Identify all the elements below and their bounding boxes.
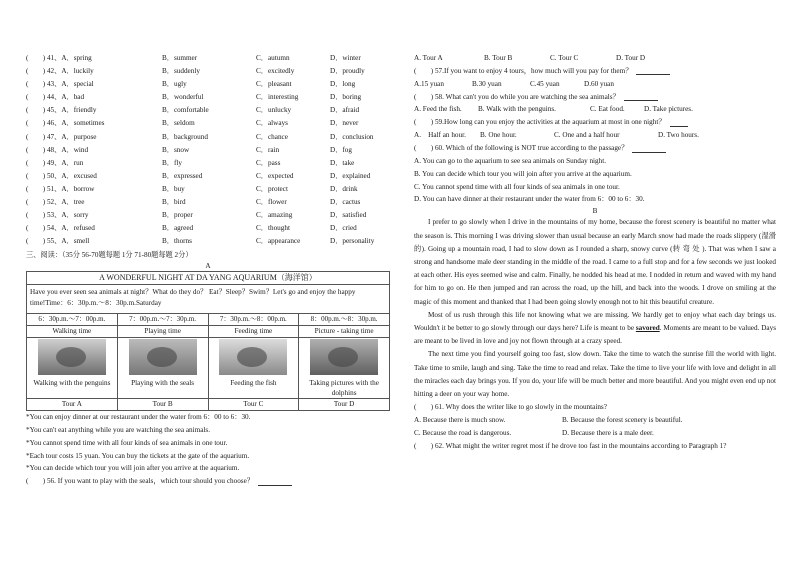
answer-blank[interactable] (636, 67, 670, 75)
cloze-option: B．agreed (162, 224, 194, 233)
option: C. Because the road is dangerous. (414, 428, 512, 437)
cloze-question (26, 235, 390, 248)
passage-b-paragraph-1: I prefer to go slowly when I drive in the mountains of my home, because the forest scenery is beautiful no matter what the season is. This morning I was driving slower than usual because an early March snow had made the roads slippery (湿滑的). Going up a mountain road, I had to slow down as I rounded a sharp, snowy curve (转 弯 处 ). That was when I saw a strong and handsome male deer standing in the middle of the road. I came to a full stop and for a few seconds we just looked at each other. His eyes seemed wise and calm. Finally, he nodded his head at me. I nodded in return and waved with my hand for him to go on. He then jumped and ran across the road, up the hill, and back into the woods. I drove on smiling at the magic of this moment and thanked that I had been going slowly enough not to hit this beautiful creature. (414, 218, 776, 306)
q58-options (414, 104, 776, 117)
note-line: *You can enjoy dinner at our restaurant under the water from 6：00 to 6：30. (26, 413, 251, 422)
cloze-option: B．proper (162, 211, 193, 220)
option: D. Tour D (616, 53, 646, 62)
question-59-text: ( ) 59.How long can you enjoy the activities at the aquarium at most in one night？ (414, 118, 666, 127)
option: C.45 yuan (530, 79, 560, 88)
cloze-option: B．bird (162, 197, 186, 206)
cloze-option: B．buy (162, 184, 185, 193)
option: A. Half an hour. (414, 131, 466, 140)
cloze-option: D．boring (330, 93, 362, 102)
answer-blank[interactable] (670, 119, 688, 127)
passage-b-letter: B (592, 207, 598, 216)
tour-picture-cell (208, 338, 299, 399)
question-56-text: ( ) 56. If you want to play with the seals，which tour should you choose？ (26, 477, 254, 486)
note-line: *You cannot spend time with all four kinds of sea animals in one tour. (26, 438, 228, 447)
question-number-option-a: ( ) 45、A．friendly (26, 106, 97, 115)
cloze-question (26, 117, 390, 130)
cloze-question (26, 196, 390, 209)
cloze-option: D．satisfied (330, 211, 367, 220)
cloze-option: B．suddenly (162, 67, 200, 76)
penguins-photo (38, 339, 106, 375)
cloze-option: B．seldom (162, 119, 195, 128)
time-slot: 7：30p.m.～8：00p.m. (208, 314, 299, 326)
option: B.30 yuan (472, 79, 502, 88)
cloze-question-list (26, 52, 390, 248)
cloze-option: B．comfortable (162, 106, 209, 115)
note-line: *Each tour costs 15 yuan. You can buy the tickets at the gate of the aquarium. (26, 451, 250, 460)
seals-photo (129, 339, 197, 375)
option: B. You can decide which tour you will join after you arrive at the aquarium. (414, 169, 632, 178)
option: B. One hour. (480, 131, 517, 140)
passage-a-letter: A (205, 262, 211, 271)
question-number-option-a: ( ) 43、A．special (26, 80, 94, 89)
paragraph-text: . Moments are meant to be valued. Days are meant to be lived in love and joy not flown through at a crazy speed. (414, 324, 776, 346)
cloze-question (26, 131, 390, 144)
answer-blank[interactable] (624, 93, 658, 101)
question-number-option-a: ( ) 48、A．wind (26, 145, 89, 154)
cloze-option: B．expressed (162, 171, 203, 180)
option: B. Walk with the penguins. (478, 105, 556, 114)
cloze-option: B．background (162, 132, 208, 141)
cloze-option: D．take (330, 158, 355, 167)
cloze-question (26, 104, 390, 117)
tour-picture-cell (27, 338, 118, 399)
cloze-option: C．protect (256, 184, 288, 193)
question-60-text: ( ) 60. Which of the following is NOT true according to the passage？ (414, 144, 629, 153)
cloze-option: D．cried (330, 224, 357, 233)
underlined-word: savored (635, 324, 660, 332)
time-slot: 6：30p.m.～7：00p.m. (27, 314, 118, 326)
cloze-option: C．always (256, 119, 288, 128)
activity-name: Walking time (27, 326, 118, 338)
note-line: *You can't eat anything while you are watching the sea animals. (26, 426, 210, 434)
q61-options-cd (414, 427, 776, 440)
tour-label: Tour A (27, 399, 118, 411)
cloze-option: B．fly (162, 158, 182, 167)
passage-b-paragraph-3: The next time you find yourself going too fast, slow down. Take the time to watch the sunrise fill the world with light. Take time to smile, laugh and sing. Take the time to read and relax. Take the time to live your life with love and delight in all the miracles each day brings you. If you do, your life will be much better and more beautiful. And you might even end up not hitting a deer on your way home. (414, 350, 776, 399)
picture-caption: Walking with the penguins (33, 379, 111, 388)
question-61: ( ) 61. Why does the writer like to go slowly in the mountains? (414, 403, 607, 412)
note-line: *You can decide which tour you will join after you arrive at the aquarium. (26, 464, 240, 473)
cloze-question (26, 65, 390, 78)
tour-label: Tour D (299, 399, 390, 411)
activity-name: Picture - taking time (299, 326, 390, 338)
cloze-option: D．proudly (330, 67, 365, 76)
right-column (414, 52, 776, 453)
cloze-option: D．cactus (330, 197, 361, 206)
option: A. You can go to the aquarium to see sea animals on Sunday night. (414, 156, 607, 165)
cloze-option: D．personality (330, 237, 375, 246)
question-57 (414, 65, 776, 78)
cloze-option: C．flower (256, 197, 287, 206)
option: B. Tour B (484, 53, 513, 62)
answer-blank[interactable] (632, 145, 666, 153)
question-57-text: ( ) 57.If you want to enjoy 4 tours，how much will you pay for them？ (414, 66, 633, 75)
option: D. Because there is a male deer. (562, 428, 654, 437)
cloze-option: C．pleasant (256, 80, 292, 89)
cloze-question (26, 209, 390, 222)
aquarium-intro: Have you ever seen sea animals at night？What do they do？ Eat？Sleep？Swim？Let's go and enjoy the happy time!Time：6：30p.m.～8：30p.m.Saturday (26, 284, 390, 313)
cloze-question (26, 222, 390, 235)
question-number-option-a: ( ) 51、A．borrow (26, 184, 95, 193)
left-column (26, 52, 390, 488)
section-three-heading: 三、阅读：（35分 56-70题每题 1分 71-80题每题 2分） (26, 250, 193, 259)
cloze-option: D．drink (330, 184, 358, 193)
cloze-question (26, 157, 390, 170)
cloze-option: C．unlucky (256, 106, 292, 115)
cloze-option: C．rain (256, 145, 280, 154)
cloze-question (26, 170, 390, 183)
dolphins-photo (310, 339, 378, 375)
question-number-option-a: ( ) 54、A．refused (26, 224, 95, 233)
cloze-option: D．winter (330, 53, 361, 62)
cloze-option: D．afraid (330, 106, 360, 115)
cloze-option: D．explained (330, 171, 371, 180)
cloze-option: C．pass (256, 158, 281, 167)
option: D. Take pictures. (644, 105, 693, 114)
option: D. You can have dinner at their restaurant under the water from 6：00 to 6：30. (414, 195, 645, 204)
question-58 (414, 91, 776, 104)
picture-caption: Taking pictures with the dolphins (309, 379, 379, 398)
option: A. Tour A (414, 53, 443, 62)
option: D. Two hours. (658, 131, 699, 140)
cloze-option: C．thought (256, 224, 290, 233)
question-number-option-a: ( ) 42、A．luckily (26, 67, 94, 76)
question-62: ( ) 62. What might the writer regret most if he drove too fast in the mountains according to Paragraph 1? (414, 442, 727, 451)
paragraph-text: Most of us rush through this life not knowing what we are missing. We hardly get to enjoy what each day brings us. Wouldn't it be better to go slowly through our days here? Life is meant to be (414, 310, 776, 332)
cloze-option: C．autumn (256, 53, 290, 62)
answer-blank[interactable] (258, 478, 292, 486)
cloze-option: C．amazing (256, 211, 293, 220)
question-number-option-a: ( ) 46、A．sometimes (26, 119, 105, 128)
tour-picture-cell (117, 338, 208, 399)
cloze-option: D．fog (330, 145, 352, 154)
fish-photo (219, 339, 287, 375)
cloze-question (26, 78, 390, 91)
question-56 (26, 475, 390, 488)
activity-name: Feeding time (208, 326, 299, 338)
question-58-text: ( ) 58. What can't you do while you are watching the sea animals？ (414, 92, 620, 101)
tour-label: Tour B (117, 399, 208, 411)
aquarium-title: A WONDERFUL NIGHT AT DA YANG AQUARIUM（海洋馆） (26, 271, 390, 284)
cloze-option: D．never (330, 119, 359, 128)
q59-options (414, 129, 776, 142)
question-number-option-a: ( ) 44、A．bad (26, 93, 85, 102)
question-number-option-a: ( ) 55、A．smell (26, 237, 90, 246)
tour-picture-cell (299, 338, 390, 399)
question-number-option-a: ( ) 41、A．spring (26, 53, 92, 62)
q57-options (414, 78, 776, 91)
passage-b-paragraph-2 (414, 309, 776, 349)
q56-options (414, 52, 776, 65)
cloze-option: B．thorns (162, 237, 192, 246)
cloze-option: C．expected (256, 171, 294, 180)
option: A.15 yuan (414, 79, 444, 88)
question-number-option-a: ( ) 52、A．tree (26, 197, 85, 206)
cloze-option: C．interesting (256, 93, 299, 102)
question-number-option-a: ( ) 49、A．run (26, 158, 84, 167)
picture-caption: Playing with the seals (131, 379, 195, 388)
tour-schedule-table (26, 313, 390, 411)
cloze-option: D．long (330, 80, 356, 89)
q61-options-ab (414, 414, 776, 427)
question-number-option-a: ( ) 50、A．excused (26, 171, 97, 180)
cloze-option: B．summer (162, 53, 198, 62)
cloze-option: C．excitedly (256, 67, 295, 76)
time-slot: 8：00p.m.～8：30p.m. (299, 314, 390, 326)
option: A. Feed the fish. (414, 105, 462, 114)
cloze-question (26, 144, 390, 157)
cloze-question (26, 183, 390, 196)
option: C. Tour C (550, 53, 579, 62)
question-number-option-a: ( ) 53、A．sorry (26, 211, 89, 220)
cloze-option: D．conclusion (330, 132, 374, 141)
cloze-option: C．chance (256, 132, 288, 141)
question-59 (414, 117, 776, 130)
tour-label: Tour C (208, 399, 299, 411)
question-60 (414, 142, 776, 155)
option: C. Eat food. (590, 105, 625, 114)
option: C. One and a half hour (554, 131, 620, 140)
cloze-option: B．ugly (162, 80, 187, 89)
cloze-option: B．snow (162, 145, 190, 154)
question-number-option-a: ( ) 47、A．purpose (26, 132, 97, 141)
cloze-option: B．wonderful (162, 93, 204, 102)
option: B. Because the forest scenery is beautiful. (562, 415, 683, 424)
time-slot: 7：00p.m.～7：30p.m. (117, 314, 208, 326)
option: D.60 yuan (584, 79, 614, 88)
option: A. Because there is much snow. (414, 415, 506, 424)
cloze-option: C．appearance (256, 237, 301, 246)
activity-name: Playing time (117, 326, 208, 338)
cloze-question (26, 52, 390, 65)
cloze-question (26, 91, 390, 104)
option: C. You cannot spend time with all four kinds of sea animals in one tour. (414, 182, 620, 191)
picture-caption: Feeding the fish (230, 379, 277, 388)
